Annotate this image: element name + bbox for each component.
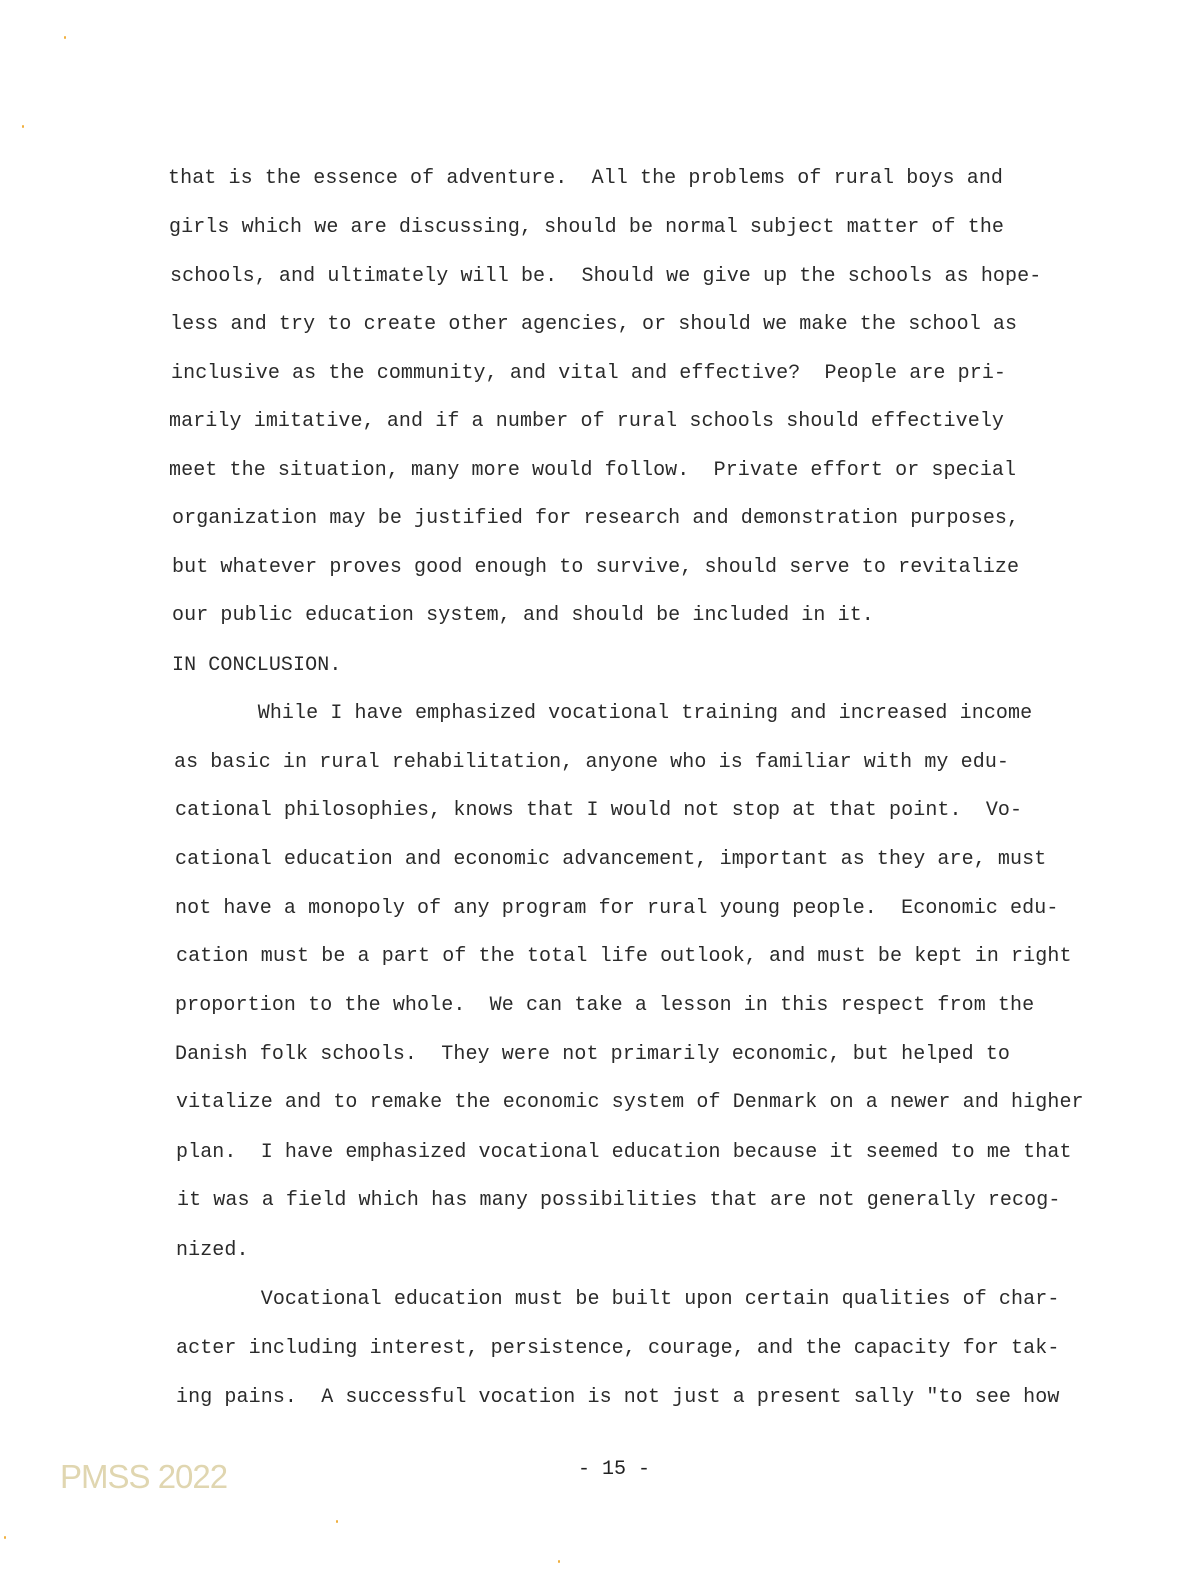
paper-speck <box>4 1536 6 1539</box>
watermark: PMSS 2022 <box>60 1458 228 1495</box>
text-line: that is the essence of adventure. All the problems of rural boys and <box>168 167 1004 190</box>
paper-speck <box>64 36 66 39</box>
paper-speck <box>558 1560 560 1563</box>
text-line: inclusive as the community, and vital and effective? People are pri- <box>171 362 1007 385</box>
text-line: proportion to the whole. We can take a lesson in this respect from the <box>175 994 1035 1017</box>
section-heading: IN CONCLUSION. <box>172 654 342 677</box>
text-line: cational philosophies, knows that I would not stop at that point. Vo- <box>175 799 1023 822</box>
text-line: it was a field which has many possibilities that are not generally recog- <box>177 1189 1061 1212</box>
text-line: our public education system, and should be included in it. <box>172 604 874 627</box>
text-line: as basic in rural rehabilitation, anyone who is familiar with my edu- <box>174 751 1010 774</box>
text-line: While I have emphasized vocational training and increased income <box>173 702 1033 725</box>
text-line: cational education and economic advancement, important as they are, must <box>175 848 1047 871</box>
text-line: vitalize and to remake the economic system of Denmark on a newer and higher <box>176 1091 1084 1114</box>
text-line: girls which we are discussing, should be normal subject matter of the <box>169 216 1005 239</box>
text-line: Danish folk schools. They were not primarily economic, but helped to <box>175 1043 1011 1066</box>
text-line: ing pains. A successful vocation is not just a present sally "to see how <box>176 1386 1060 1409</box>
text-line: nized. <box>176 1239 249 1262</box>
text-line: organization may be justified for research and demonstration purposes, <box>172 507 1020 530</box>
text-line: schools, and ultimately will be. Should we give up the schools as hope- <box>170 265 1042 288</box>
page-number: - 15 - <box>578 1458 651 1481</box>
text-line: meet the situation, many more would follow. Private effort or special <box>169 459 1017 482</box>
text-line: acter including interest, persistence, courage, and the capacity for tak- <box>176 1337 1060 1360</box>
text-line: plan. I have emphasized vocational education because it seemed to me that <box>176 1141 1072 1164</box>
text-line: less and try to create other agencies, or should we make the school as <box>170 313 1018 336</box>
text-line: but whatever proves good enough to survive, should serve to revitalize <box>172 556 1020 579</box>
text-line: marily imitative, and if a number of rural schools should effectively <box>169 410 1005 433</box>
text-line: not have a monopoly of any program for rural young people. Economic edu- <box>175 897 1059 920</box>
text-line: cation must be a part of the total life outlook, and must be kept in right <box>176 945 1072 968</box>
paper-speck <box>22 125 24 128</box>
paper-speck <box>336 1520 338 1523</box>
text-line: Vocational education must be built upon certain qualities of char- <box>176 1288 1060 1311</box>
